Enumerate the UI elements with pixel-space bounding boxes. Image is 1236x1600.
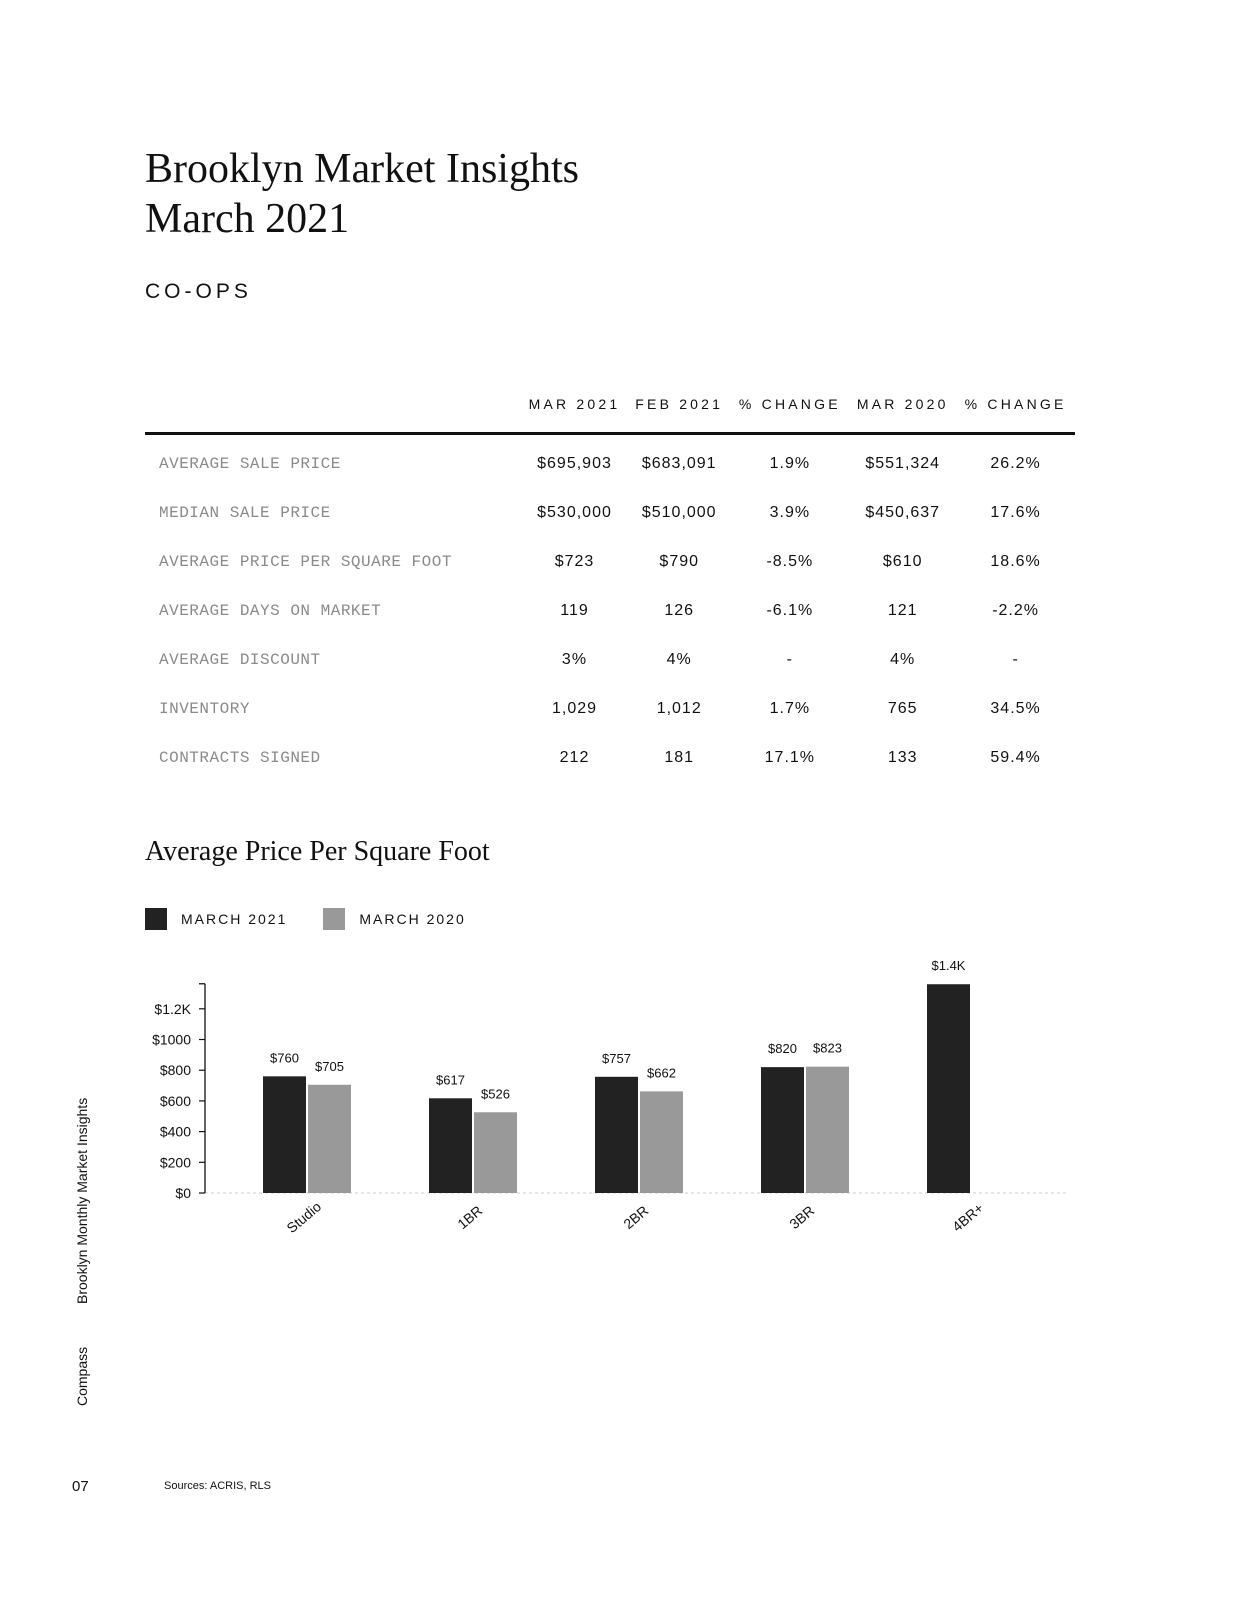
row-metric-label: INVENTORY xyxy=(159,699,250,718)
row-metric-label: MEDIAN SALE PRICE xyxy=(159,503,331,522)
bar-data-label: $705 xyxy=(315,1058,344,1074)
table-cell: 1,012 xyxy=(656,699,702,717)
y-tick-label: $600 xyxy=(159,1092,191,1109)
table-cell: $610 xyxy=(882,552,923,570)
table-cell: $530,000 xyxy=(537,503,612,521)
table-cell: $551,324 xyxy=(865,454,941,472)
table-cell: 3.9% xyxy=(769,503,811,521)
column-header: MAR 2020 xyxy=(849,386,956,434)
row-metric-label: CONTRACTS SIGNED xyxy=(159,748,321,767)
bar-2br-march-2020 xyxy=(640,1091,683,1193)
legend-swatch-march-2021 xyxy=(145,908,167,930)
bar-1br-march-2020 xyxy=(474,1112,517,1193)
bar-data-label: $617 xyxy=(436,1072,465,1088)
table-cell: 18.6% xyxy=(990,552,1041,570)
x-category-label: Studio xyxy=(283,1198,325,1237)
bar-data-label: $662 xyxy=(647,1065,676,1081)
table-row xyxy=(145,635,1075,684)
table-cell: 3% xyxy=(561,650,588,668)
table-cell: 17.6% xyxy=(990,503,1041,521)
table-cell: -8.5% xyxy=(766,552,814,570)
table-cell: - xyxy=(786,650,793,668)
bar-data-label: $820 xyxy=(768,1041,797,1057)
y-tick-label: $200 xyxy=(159,1154,191,1171)
table-cell: $723 xyxy=(554,552,595,570)
bar-data-label: $757 xyxy=(602,1050,631,1066)
table-cell: $450,637 xyxy=(865,503,941,521)
bar-2br-march-2021 xyxy=(595,1077,638,1193)
table-cell: $695,903 xyxy=(537,454,612,472)
y-tick-label: $400 xyxy=(159,1123,191,1140)
bar-data-label: $526 xyxy=(481,1086,510,1102)
side-brand-name: Compass xyxy=(74,1346,90,1406)
x-category-label: 1BR xyxy=(454,1202,486,1233)
row-metric-label: AVERAGE SALE PRICE xyxy=(159,454,341,473)
legend-label: MARCH 2021 xyxy=(181,911,288,927)
table-cell: 765 xyxy=(887,699,918,717)
table-cell: -2.2% xyxy=(992,601,1039,619)
column-header: % CHANGE xyxy=(956,386,1075,434)
title-block xyxy=(145,144,579,244)
bar-data-label: $823 xyxy=(813,1040,842,1056)
table-header-row xyxy=(145,386,1075,434)
market-stats-table xyxy=(145,386,1075,782)
table-row xyxy=(145,488,1075,537)
bar-studio-march-2021 xyxy=(263,1076,306,1193)
table-cell: 181 xyxy=(664,748,695,766)
legend-item-march-2021 xyxy=(145,908,287,930)
side-publication-name: Brooklyn Monthly Market Insights xyxy=(74,1097,90,1304)
x-category-label: 2BR xyxy=(620,1202,652,1233)
legend-swatch-march-2020 xyxy=(323,908,345,930)
table-cell: 17.1% xyxy=(764,748,816,766)
table-cell: 4% xyxy=(890,650,916,668)
bar-studio-march-2020 xyxy=(308,1085,351,1193)
y-tick-label: $1000 xyxy=(152,1031,191,1048)
price-per-sqft-chart xyxy=(0,940,1236,1260)
bar-4brplus-march-2021 xyxy=(927,984,970,1193)
table-cell: -6.1% xyxy=(766,601,814,619)
page-title: Brooklyn Market Insights xyxy=(145,146,579,192)
table-header-metric xyxy=(145,386,521,434)
bar-3br-march-2020 xyxy=(806,1067,849,1193)
table-cell: 121 xyxy=(887,601,918,619)
bar-data-label: $760 xyxy=(270,1050,299,1066)
bar-data-label: $1.4K xyxy=(931,958,966,974)
page-number: 07 xyxy=(72,1478,89,1495)
row-metric-label: AVERAGE DAYS ON MARKET xyxy=(159,601,382,620)
table-row xyxy=(145,684,1075,733)
table-cell: 1.7% xyxy=(769,699,811,717)
section-label: CO-OPS xyxy=(145,280,252,303)
table-cell: - xyxy=(1012,650,1019,668)
table-cell: 34.5% xyxy=(990,699,1041,717)
table-cell: 4% xyxy=(666,650,692,668)
table-cell: 1.9% xyxy=(769,454,811,472)
bar-3br-march-2021 xyxy=(761,1067,804,1193)
table-cell: 26.2% xyxy=(990,454,1041,472)
table-cell: $790 xyxy=(659,552,700,570)
row-metric-label: AVERAGE DISCOUNT xyxy=(159,650,321,669)
chart-title: Average Price Per Square Foot xyxy=(145,836,490,867)
sources-note: Sources: ACRIS, RLS xyxy=(164,1480,271,1492)
y-tick-label: $800 xyxy=(159,1062,191,1079)
table-cell: 212 xyxy=(559,748,590,766)
table-row xyxy=(145,434,1075,489)
x-category-label: 3BR xyxy=(786,1202,818,1233)
chart-legend xyxy=(145,908,502,930)
table-cell: 59.4% xyxy=(990,748,1041,766)
table-cell: 1,029 xyxy=(551,699,598,717)
table-row xyxy=(145,733,1075,782)
table-cell: $510,000 xyxy=(641,503,717,521)
table-cell: 119 xyxy=(560,601,589,619)
row-metric-label: AVERAGE PRICE PER SQUARE FOOT xyxy=(159,552,452,571)
table-cell: 126 xyxy=(664,601,695,619)
bar-1br-march-2021 xyxy=(429,1098,472,1193)
table-row xyxy=(145,537,1075,586)
legend-label: MARCH 2020 xyxy=(359,911,466,927)
page-subtitle-date: March 2021 xyxy=(145,196,350,242)
column-header: MAR 2021 xyxy=(521,386,628,434)
column-header: % CHANGE xyxy=(730,386,849,434)
table-cell: $683,091 xyxy=(641,454,717,472)
x-category-label: 4BR+ xyxy=(949,1199,987,1235)
y-tick-label: $0 xyxy=(175,1185,191,1201)
legend-item-march-2020 xyxy=(323,908,465,930)
table-cell: 133 xyxy=(887,748,918,766)
table-row xyxy=(145,586,1075,635)
y-tick-label: $1.2K xyxy=(154,1000,191,1017)
column-header: FEB 2021 xyxy=(628,386,730,434)
